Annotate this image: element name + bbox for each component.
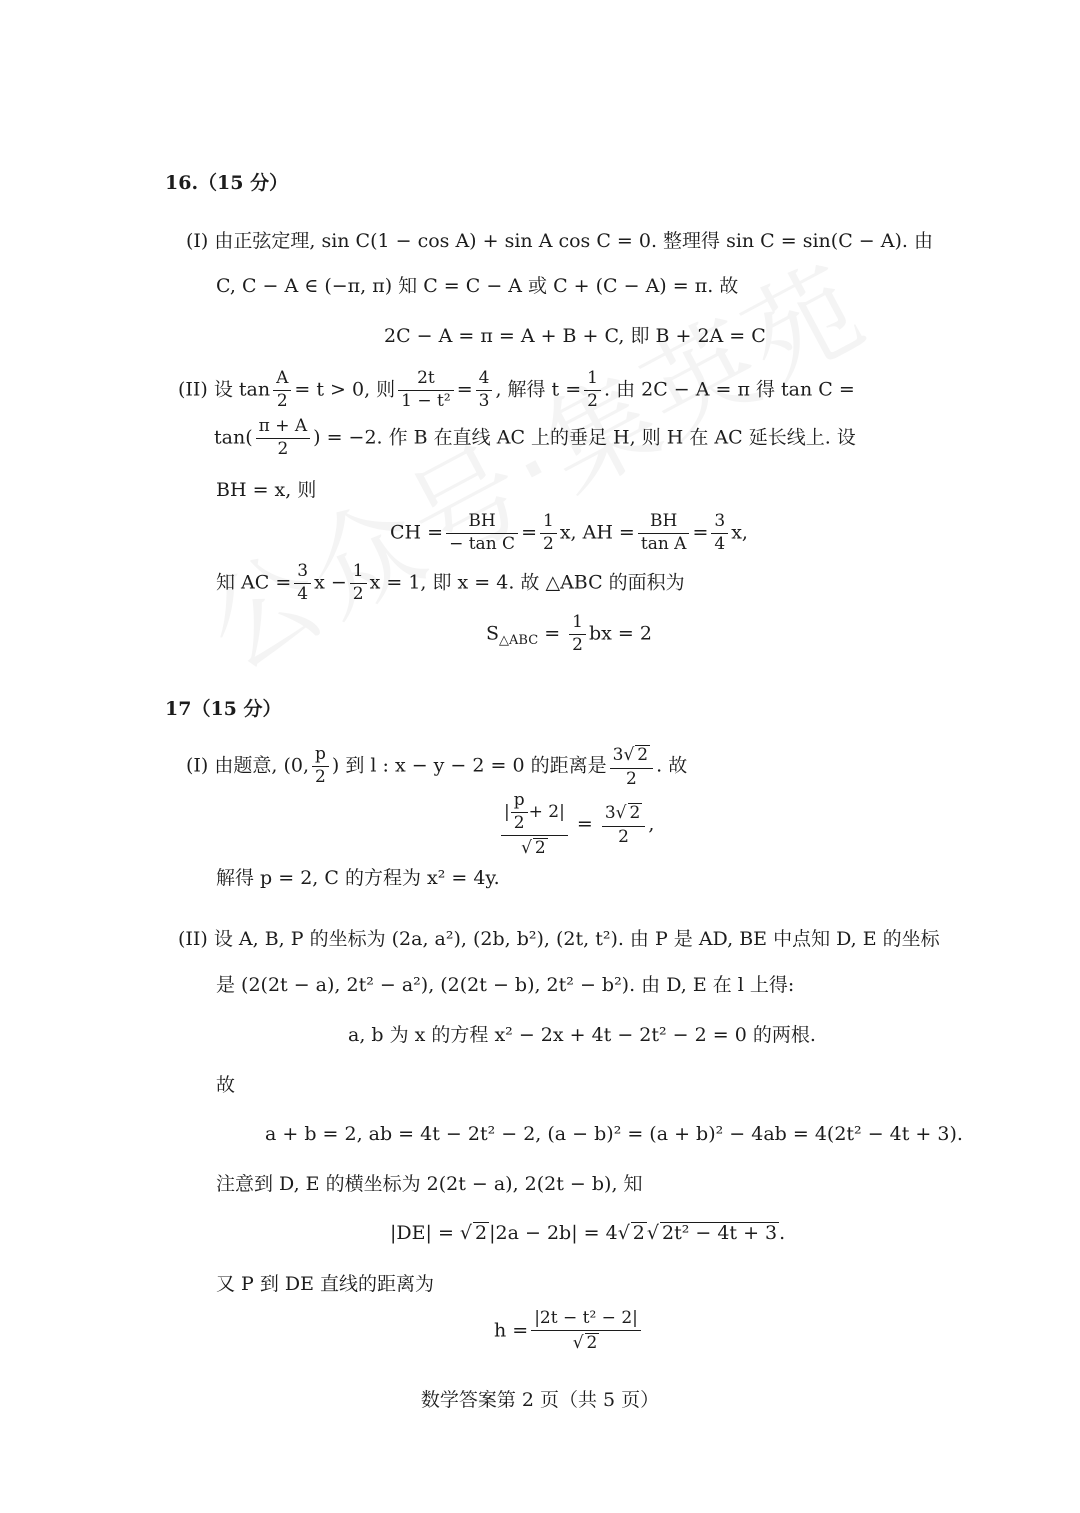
page-footer: 数学答案第 2 页（共 5 页） — [420, 1389, 660, 1411]
q17-part2-line3: a, b 为 x 的方程 x² − 2x + 4t − 2t² − 2 = 0 的两根. — [348, 1024, 816, 1046]
q17-part1-line1: (I) 由题意, (0, $\frac{p}{2}$ ) 到 l : x − y − 2 = 0 的距离是 $\frac{3√ 2}{2}$ . 故 — [186, 744, 688, 789]
q17-part1-equation: | $\frac{p}{2}$ + 2| √ 2 = $\frac{3√ 2}{2}$ , — [498, 792, 654, 858]
q17-part2-line4: 故 — [216, 1074, 236, 1096]
q16-part2-line2: tan( $\frac{\pi + A}{2}$ ) = −2. 作 B 在直线 AC 上的垂足 H, 则 H 在 AC 延长线上. 设 — [214, 416, 856, 459]
q16-ac-line: 知 AC = $\frac{3}{4}$ x − $\frac{1}{2}$ x = 1, 即 x = 4. 故 △ABC 的面积为 — [216, 561, 685, 604]
q17-part2-line5: a + b = 2, ab = 4t − 2t² − 2, (a − b)² = (a + b)² − 4ab = 4(2t² − 4t + 3). — [265, 1123, 963, 1145]
q17-heading: 17（15 分） — [165, 698, 282, 720]
q17-de-equation: |DE| = √ 2 |2a − 2b| = 4√ 2 √ 2t² − 4t + 3 . — [390, 1222, 786, 1244]
q17-part1-solution: 解得 p = 2, C 的方程为 x² = 4y. — [216, 867, 500, 889]
q17-part2-line8: 又 P 到 DE 直线的距离为 — [216, 1273, 435, 1295]
q16-part1-equation: 2C − A = π = A + B + C, 即 B + 2A = C — [384, 325, 766, 347]
q16-heading: 16.（15 分） — [165, 172, 289, 194]
q17-part2-line6: 注意到 D, E 的横坐标为 2(2t − a), 2(2t − b), 知 — [216, 1173, 643, 1195]
q16-area-equation: $S_{\triangle ABC}$ = $\frac{1}{2}$ bx = 2 — [486, 612, 652, 655]
q16-ch-ah-equation: CH = $\frac{BH}{\text{− tan C}}$ = $\frac{1}{2}$ x, AH = $\frac{BH}{\text{tan A}}$ = $\frac{3}{4}$ x, — [390, 511, 748, 554]
q17-part2-line1: (II) 设 A, B, P 的坐标为 (2a, a²), (2b, b²), (2t, t²). 由 P 是 AD, BE 中点知 D, E 的坐标 — [178, 928, 940, 950]
q17-h-equation: h = $\frac{\text{|2t − t² − 2|}}{√ 2}$ — [494, 1310, 644, 1353]
q16-part2-line3: BH = x, 则 — [216, 479, 317, 501]
q16-part1-line1: (I) 由正弦定理, sin C(1 − cos A) + sin A cos C = 0. 整理得 sin C = sin(C − A). 由 — [186, 230, 933, 252]
q16-part2-line1: (II) 设 tan $\frac{A}{2}$ = t > 0, 则 $\frac{2t}{\text{1 − t²}}$ = $\frac{4}{3}$ , 解得 t = $\frac{1}{2}$ . 由 2C − A = π 得 tan C = — [178, 368, 855, 411]
q17-part2-line2: 是 (2(2t − a), 2t² − a²), (2(2t − b), 2t² − b²). 由 D, E 在 l 上得: — [216, 974, 795, 996]
q16-part1-line2: C, C − A ∈ (−π, π) 知 C = C − A 或 C + (C − A) = π. 故 — [216, 275, 739, 297]
